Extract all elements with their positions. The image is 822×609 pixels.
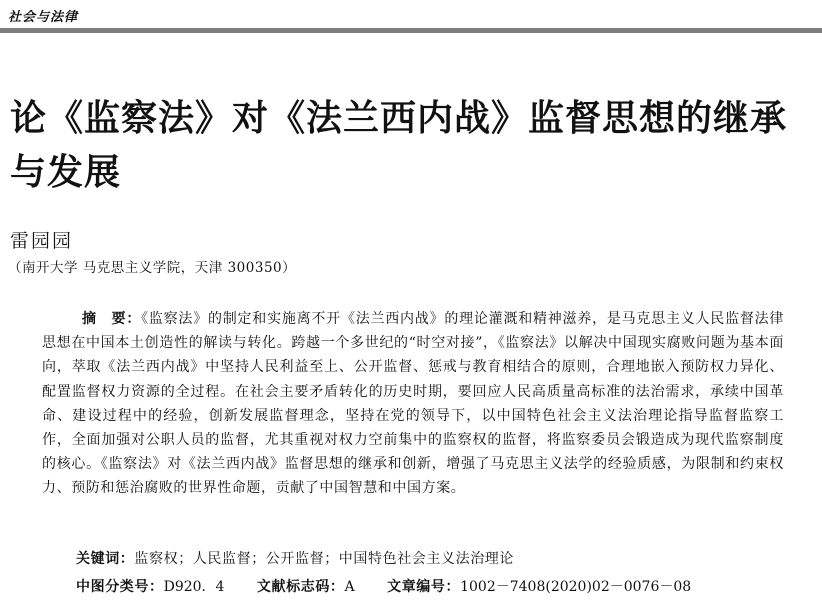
header-rule — [0, 28, 822, 33]
keywords-text: 监察权；人民监督；公开监督；中国特色社会主义法治理论 — [134, 551, 515, 567]
article-no-label: 文章编号： — [387, 579, 461, 595]
author-affiliation: （南开大学 马克思主义学院，天津 300350） — [8, 260, 297, 276]
abstract-label: 摘 要： — [82, 311, 142, 327]
article-number — [387, 576, 691, 596]
doc-code-value: A — [344, 579, 355, 595]
doc-code-label: 文献标志码： — [256, 579, 345, 595]
abstract — [42, 307, 784, 501]
article-metadata — [76, 576, 691, 596]
clc-value: D920．4 — [163, 579, 225, 595]
article-no-value: 1002－7408(2020)02－0076－08 — [460, 579, 692, 595]
keywords-label: 关键词： — [76, 551, 135, 567]
clc-number — [76, 576, 224, 596]
article-author: 雷园园 — [10, 230, 74, 252]
section-label: 社会与法律 — [8, 10, 79, 25]
article-title: 论《监察法》对《法兰西内战》监督思想的继承与发展 — [10, 98, 788, 193]
clc-label: 中图分类号： — [76, 579, 164, 595]
document-code — [257, 576, 355, 596]
keywords — [76, 548, 514, 568]
abstract-text: 《监察法》的制定和实施离不开《法兰西内战》的理论灌溉和精神滋养，是马克思主义人民监督法律思想在中国本土创造性的解读与转化。跨越一个多世纪的“时空对接”，《监察法》以解决中国现实腐败问题为基本面向，萃取《法兰西内战》中坚持人民利益至上、公开监督、惩戒与教育相结合的原则，合理地嵌入预防权力异化、配置监督权力资源的全过程。在社会主要矛盾转化的历史时期，要回应人民高质量高标准的法治需求，承续中国革命、建设过程中的经验，创新发展监督理念，坚持在党的领导下，以中国特色社会主义法治理论指导监督监察工作，全面加强对公职人员的监督，尤其重视对权力空前集中的监察权的监督，将监察委员会锻造成为现代监察制度的核心。《监察法》对《法兰西内战》监督思想的继承和创新，增强了马克思主义法学的经验质感，为限制和约束权力、预防和惩治腐败的世界性命题，贡献了中国智慧和中国方案。 — [42, 311, 784, 497]
